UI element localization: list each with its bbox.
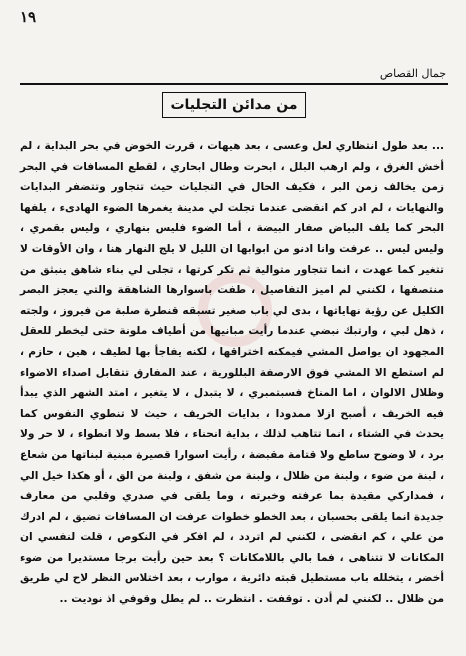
page-number: ١٩: [20, 8, 37, 26]
chapter-title: من مدائن التجليات: [170, 97, 298, 113]
chapter-title-box: [162, 92, 306, 118]
header-rule: [20, 83, 448, 85]
body-paragraph: ... بعد طول انتظاري لعل وعسى ، بعد هيهات ، قررت الخوض في بحر البداية ، لم أخش الغرق ، ولم ارهب البلل ، ابحرت وطال ابحاري ، لقطع المسافات في البحر زمن يخالف زمن البر ، فكيف الحال في التجليات حيث تتجاور وتتضفر البدايات والنهايات ، لم ادر كم انقضى عندما تجلت لي مدينة يغمرها الضوء الهادىء ، يلفها البحر كما يلف البياض صفار البيضة ، أما الضوء فليس بنهاري ، وليس بقمري ، وليس ليس .. عرفت وانا ادنو من ابوابها ان الليل لا يلج النهار هنا ، وان الأوقات لا تتغير كما عهدت ، انما تتجاور متوالية ثم تكر كرتها ، تجلى لي بناء شاهق ينبثق من منتصفها ، لكنني لم اميز التفاصيل ، طفت باسوارها الشاهقة والتي يعجز البصر الكليل عن رؤية نهاياتها ، بدى لي باب صغير تسبقه قنطرة صلبة من فيروز ، ولجته ، ذهل لبي ، وارتبك نبضي عندما رأيت مبانيها من أطياف ملونة حتى ليخطر للعقل المجهود ان يواصل المشي فيمكنه اختراقها ، لكنه يفاجأ بها لطيف ، هين ، حازم ، لم استطع الا المشي فوق الارصفة البللورية ، عند المفارق تتقابل اصداء الاضواء وظلال الالوان ، اما المناخ فسبتمبري ، لا يتبدل ، لا يتغير ، امتد الشهر الذي يبدأ فيه الخريف ، أصبح ازلا ممدودا ، بدايات الخريف ، حيث لا تنطوي النفوس كما يحدث في الشتاء ، انما تتاهب لذلك ، بداية انحناء ، فلا بسط ولا انطواء ، لا حر ولا برد ، لا وضوح ساطع ولا قتامة مقبضة ، رأيت اسوارا قصيرة مبنية لبناتها من شعاع ، لبنة من ضوء ، ولبنة من ظلال ، ولبنة من شفق ، ولبنة من الق ، أو هكذا خيل الي ، فمداركي مقيدة بما عرفته وخبرته ، وما يلقى في صدري وقلبي من معارف جديدة انما يلقى بحسبان ، بعد الخطو خطوات عرفت ان المسافات تضيق ، لم ادرك من علي ، كم انقضى ، لكنني لم اتردد ، لم افكر في النكوص ، قلت لنفسي ان المكانات لا تتناهى ، فما بالي باللامكانات ؟ بعد حين رأيت برجا مستديرا من ضوء أخضر ، يتخلله باب مستطيل قبته دائرية ، موارب ، بعد اختلاس النظر لاح لي طريق من ظلال .. لكنني لم أدن . توقفت . انتظرت .. لم يطل وقوفي اذ نوديت ..: [20, 140, 444, 606]
author-name: جمال القصاص: [379, 67, 446, 80]
